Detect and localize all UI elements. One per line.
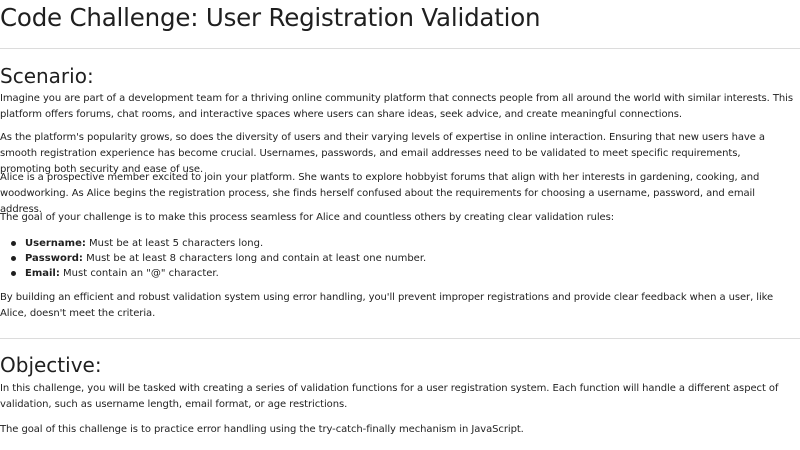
- paragraph-text: In this challenge, you will be tasked with creating a series of validation functions for a user registration system. Each function will handle a different aspect of validation, such as username length, email format, or age restrictions.: [0, 383, 779, 410]
- validation-rules-list: [0, 236, 800, 281]
- bullet-icon: [11, 256, 16, 261]
- title-divider: [0, 48, 800, 49]
- rule-label: Password:: [25, 253, 83, 264]
- list-item: [25, 266, 800, 281]
- rule-text: Must be at least 8 characters long and contain at least one number.: [82, 253, 427, 264]
- paragraph-text: By building an efficient and robust validation system using error handling, you'll prevent improper registrations and provide clear feedback when a user, like Alice, doesn't meet the criteria.: [0, 292, 774, 319]
- rule-text: Must contain an "@" character.: [59, 268, 219, 279]
- rule-label: Username:: [25, 238, 86, 249]
- paragraph-text: Imagine you are part of a development team for a thriving online community platform that connects people from all around the world with similar interests. This platform offers forums, chat rooms, and interactive spaces where users can share ideas, seek advice, and create meaningful connections.: [0, 93, 793, 120]
- paragraph-text: Alice is a prospective member excited to join your platform. She wants to explore hobbyist forums that align with her interests in gardening, cooking, and woodworking. As Alice begins the registration process, she finds herself confused about the requirements for choosing a username, password, and email address.: [0, 172, 760, 215]
- objective-paragraph-1: [0, 381, 794, 413]
- list-item: [25, 251, 800, 266]
- page-title: Code Challenge: User Registration Validation: [0, 3, 541, 32]
- scenario-paragraph-1: [0, 91, 794, 123]
- rule-text: Must be at least 5 characters long.: [85, 238, 264, 249]
- scenario-paragraph-4: [0, 210, 794, 226]
- objective-heading: Objective:: [0, 353, 102, 377]
- objective-paragraph-2: [0, 422, 794, 438]
- rule-label: Email:: [25, 268, 60, 279]
- list-item: [25, 236, 800, 251]
- scenario-closing: [0, 290, 794, 322]
- paragraph-text: The goal of this challenge is to practice error handling using the try-catch-finally mechanism in JavaScript.: [0, 424, 524, 435]
- section-divider: [0, 338, 800, 339]
- bullet-icon: [11, 241, 16, 246]
- bullet-icon: [11, 271, 16, 276]
- paragraph-text: The goal of your challenge is to make this process seamless for Alice and countless others by creating clear validation rules:: [0, 212, 615, 223]
- paragraph-text: As the platform's popularity grows, so does the diversity of users and their varying levels of expertise in online interaction. Ensuring that new users have a smooth registration experience has become crucial. Usernames, passwords, and email addresses need to be validated to meet specific requirements, promoting both security and ease of use.: [0, 132, 765, 175]
- scenario-heading: Scenario:: [0, 64, 94, 88]
